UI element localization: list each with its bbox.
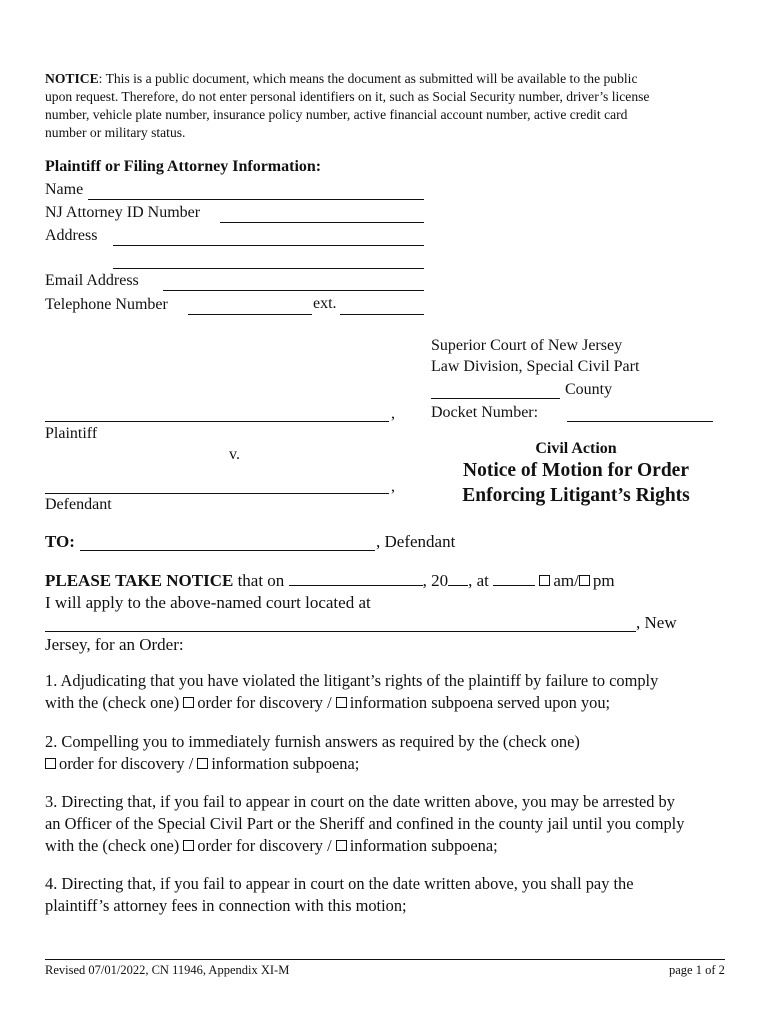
take-notice-line-1 xyxy=(45,571,615,591)
order-item-3 xyxy=(45,791,735,857)
item-1-prefix: with the (check one) xyxy=(45,693,184,712)
ext-label: ext. xyxy=(313,295,337,312)
name-label: Name xyxy=(45,181,84,198)
defendant-comma: , xyxy=(391,478,395,495)
item-1-discovery-checkbox[interactable] xyxy=(183,697,194,708)
revision-note: Revised 07/01/2022, CN 11946, Appendix XI-M xyxy=(45,963,290,977)
item-4-line-2: plaintiff’s attorney fees in connection with this motion; xyxy=(45,896,407,915)
notice-line-4: number or military status. xyxy=(45,125,186,140)
item-3-line-2: an Officer of the Special Civil Part or the Sheriff and confined in the county jail until you comply xyxy=(45,814,685,833)
at-text: , at xyxy=(468,571,494,590)
extension-field[interactable] xyxy=(340,314,424,315)
court-location-field[interactable] xyxy=(45,631,636,632)
plaintiff-info-heading: Plaintiff or Filing Attorney Information: xyxy=(45,158,322,175)
email-field[interactable] xyxy=(163,290,424,291)
year-field[interactable] xyxy=(448,571,468,586)
civil-action-label: Civil Action xyxy=(535,440,617,457)
take-notice-bold: PLEASE TAKE NOTICE xyxy=(45,571,234,590)
item-1-line-1: 1. Adjudicating that you have violated the litigant’s rights of the plaintiff by failure to comply xyxy=(45,671,659,690)
defendant-label: Defendant xyxy=(45,496,112,513)
versus-label: v. xyxy=(229,446,240,463)
item-1-subpoena-checkbox[interactable] xyxy=(336,697,347,708)
docket-label: Docket Number: xyxy=(431,404,539,421)
address-label: Address xyxy=(45,227,98,244)
address-field-line-1[interactable] xyxy=(113,245,424,246)
hearing-date-field[interactable] xyxy=(289,571,423,586)
take-notice-line-4: Jersey, for an Order: xyxy=(45,635,184,654)
form-title-line-1: Notice of Motion for Order xyxy=(463,460,689,481)
page-number: page 1 of 2 xyxy=(669,963,725,977)
am-label: am/ xyxy=(553,571,579,590)
item-2-opt-1: order for discovery / xyxy=(59,754,198,773)
notice-line-1: : This is a public document, which means the document as submitted will be available to the public xyxy=(98,71,638,86)
court-division: Law Division, Special Civil Part xyxy=(431,358,640,375)
year-prefix: , 20 xyxy=(422,571,449,590)
that-on-text: that on xyxy=(233,571,289,590)
notice-line-2: upon request. Therefore, do not enter personal identifiers on it, such as Social Security number, driver’s license xyxy=(45,89,650,104)
to-label: TO: xyxy=(45,532,75,551)
pm-label: pm xyxy=(592,571,615,590)
item-3-line-1: 3. Directing that, if you fail to appear in court on the date written above, you may be arrested by xyxy=(45,792,675,811)
footer-rule xyxy=(45,959,725,960)
court-name: Superior Court of New Jersey xyxy=(431,337,623,354)
docket-number-field[interactable] xyxy=(567,421,713,422)
take-notice-line-2: I will apply to the above-named court located at xyxy=(45,593,371,612)
hearing-time-field[interactable] xyxy=(493,571,535,586)
item-3-prefix: with the (check one) xyxy=(45,836,184,855)
to-defendant-suffix: , Defendant xyxy=(376,532,456,551)
telephone-field[interactable] xyxy=(188,314,312,315)
public-document-notice xyxy=(45,70,735,142)
item-1-opt-1: order for discovery / xyxy=(197,693,336,712)
plaintiff-label: Plaintiff xyxy=(45,425,98,442)
county-label: County xyxy=(565,381,613,398)
plaintiff-name-field[interactable] xyxy=(45,421,389,422)
item-2-subpoena-checkbox[interactable] xyxy=(197,758,208,769)
notice-label: NOTICE xyxy=(45,71,99,86)
notice-line-3: number, vehicle plate number, insurance policy number, active financial account number, active credit card xyxy=(45,107,628,122)
telephone-label: Telephone Number xyxy=(45,296,168,313)
item-3-subpoena-checkbox[interactable] xyxy=(336,840,347,851)
order-item-4 xyxy=(45,873,735,917)
am-checkbox[interactable] xyxy=(539,575,550,586)
email-label: Email Address xyxy=(45,272,139,289)
defendant-name-field[interactable] xyxy=(45,493,389,494)
item-2-discovery-checkbox[interactable] xyxy=(45,758,56,769)
pm-checkbox[interactable] xyxy=(579,575,590,586)
new-suffix: , New xyxy=(636,613,677,632)
item-2-line-1: 2. Compelling you to immediately furnish answers as required by the (check one) xyxy=(45,732,580,751)
item-4-line-1: 4. Directing that, if you fail to appear in court on the date written above, you shall pay the xyxy=(45,874,634,893)
name-field[interactable] xyxy=(88,199,424,200)
form-title-line-2: Enforcing Litigant’s Rights xyxy=(462,485,690,506)
plaintiff-comma: , xyxy=(391,405,395,422)
item-1-opt-2: information subpoena served upon you; xyxy=(349,693,611,712)
item-2-opt-2: information subpoena; xyxy=(211,754,360,773)
item-3-opt-2: information subpoena; xyxy=(349,836,498,855)
order-item-1 xyxy=(45,670,735,714)
to-defendant-field[interactable] xyxy=(80,550,375,551)
address-field-line-2[interactable] xyxy=(113,268,424,269)
attorney-id-label: NJ Attorney ID Number xyxy=(45,204,201,221)
item-3-discovery-checkbox[interactable] xyxy=(183,840,194,851)
item-3-opt-1: order for discovery / xyxy=(197,836,336,855)
county-field[interactable] xyxy=(431,398,560,399)
order-item-2 xyxy=(45,731,735,775)
attorney-id-field[interactable] xyxy=(220,222,424,223)
